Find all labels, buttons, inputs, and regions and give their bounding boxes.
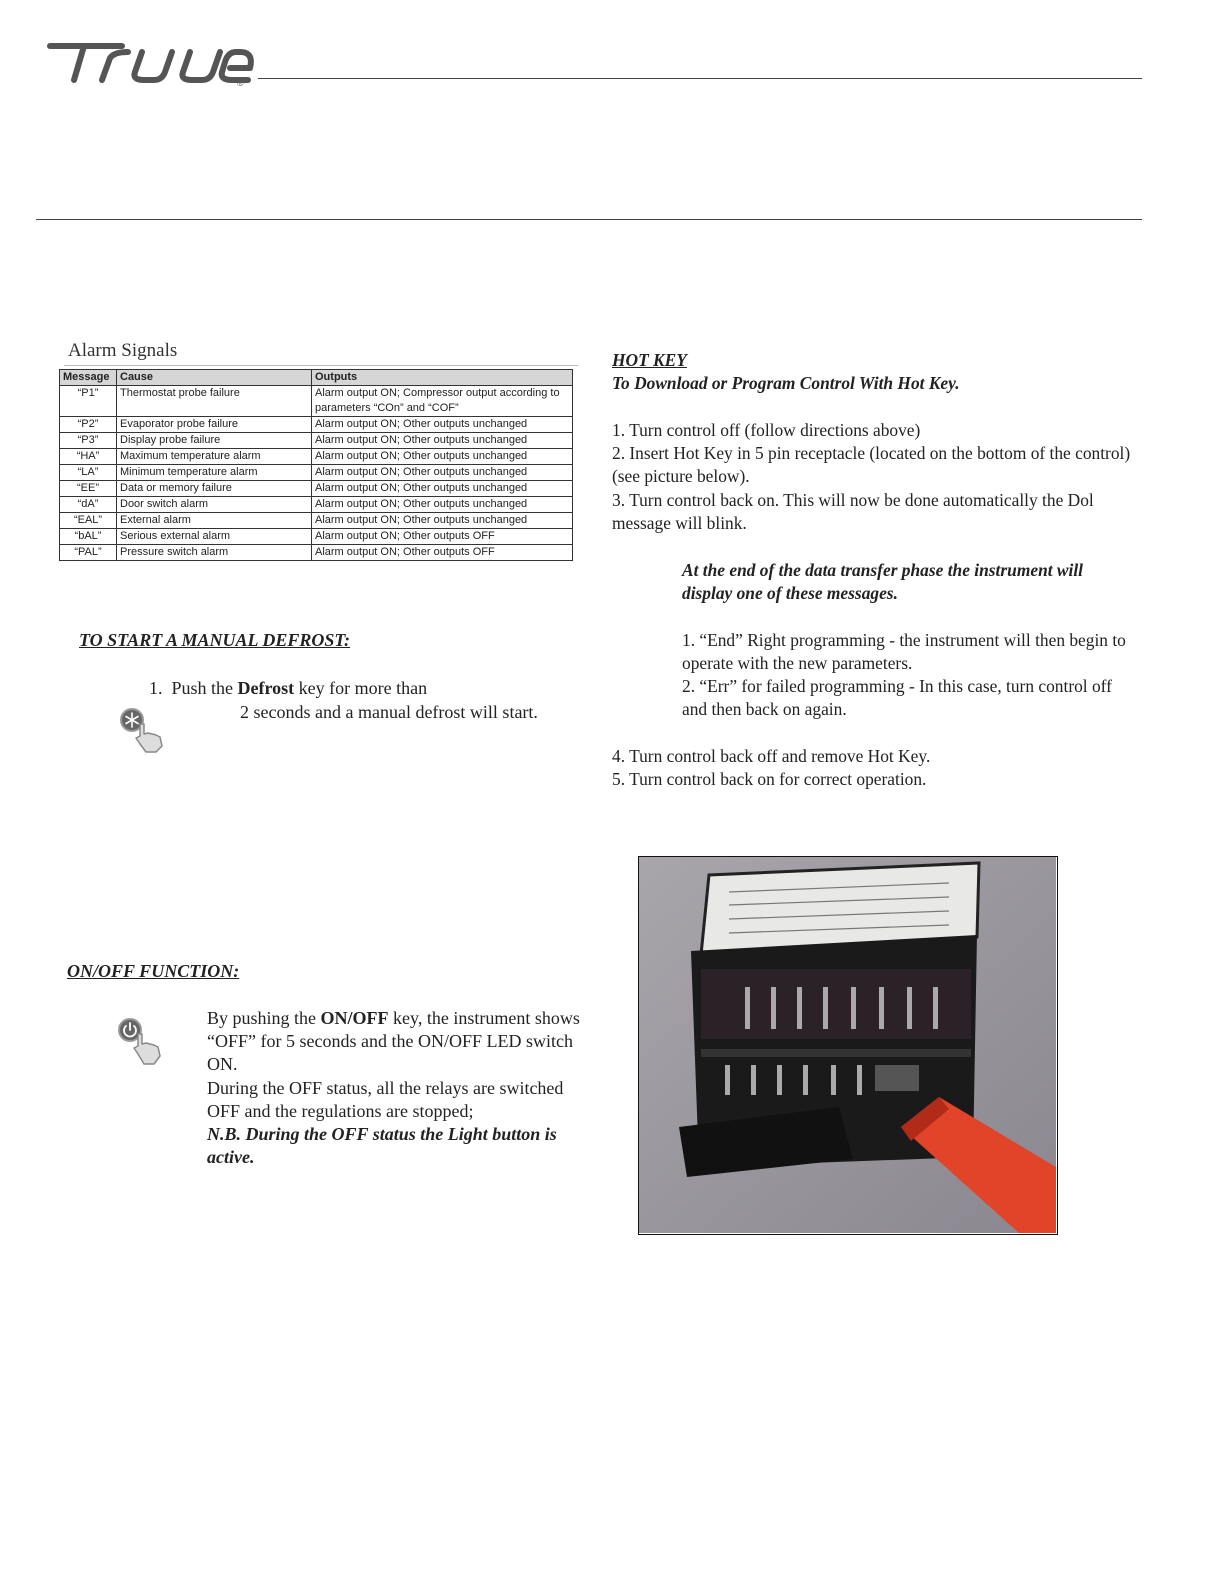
table-row [60,449,573,465]
hotkey-step: 3. Turn control back on. This will now be done automatically the Dol message will blink. [612,489,1094,534]
cell-cause: Data or memory failure [117,481,312,497]
hotkey-step: 2. Insert Hot Key in 5 pin receptacle (located on the bottom of the control) (see picture below). [612,443,1131,487]
cell-cause: Door switch alarm [117,497,312,513]
defrost-key-press-icon [116,706,168,754]
cell-outputs: Alarm output ON; Other outputs unchanged [312,433,573,449]
header-divider [258,78,1142,79]
cell-outputs: Alarm output ON; Other outputs unchanged [312,449,573,465]
cell-message: “PAL” [60,545,117,561]
cell-message: “P3” [60,433,117,449]
onoff-heading: ON/OFF FUNCTION: [67,961,240,981]
column-header-cause: Cause [117,370,312,386]
cell-cause: Minimum temperature alarm [117,465,312,481]
hotkey-step: 1. Turn control off (follow directions above) [612,419,921,440]
cell-outputs: Alarm output ON; Other outputs OFF [312,545,573,561]
alarm-signals-title: Alarm Signals [68,340,178,361]
cell-message: “P2” [60,417,117,433]
cell-outputs: Alarm output ON; Other outputs unchanged [312,513,573,529]
onoff-description [207,1007,587,1169]
cell-outputs: Alarm output ON; Other outputs OFF [312,529,573,545]
defrost-key-name: Defrost [237,678,295,698]
hotkey-final-step: 5. Turn control back on for correct operation. [612,769,927,790]
defrost-heading: TO START A MANUAL DEFROST: [79,630,351,650]
cell-cause: External alarm [117,513,312,529]
table-row [60,529,573,545]
cell-message: “HA” [60,449,117,465]
hotkey-final-step: 4. Turn control back off and remove Hot Key. [612,746,931,767]
onoff-text-suffix: key, the instrument shows “OFF” for 5 seconds and the ON/OFF LED switch ON. [207,1008,580,1075]
section-divider [36,219,1142,220]
cell-outputs: Alarm output ON; Compressor output according to parameters “COn” and “COF” [312,386,573,417]
cell-message: “EAL” [60,513,117,529]
hotkey-section [612,349,1132,792]
hotkey-message: 1. “End” Right programming - the instrument will then begin to operate with the new parameters. [682,629,1126,673]
onoff-key-name: ON/OFF [320,1008,389,1028]
hotkey-message: 2. “Err” for failed programming - In this case, turn control off and then back on again. [682,676,1112,720]
hotkey-heading: HOT KEY [612,350,687,370]
cell-outputs: Alarm output ON; Other outputs unchanged [312,417,573,433]
hot-key-controller-photo [638,856,1058,1235]
cell-cause: Serious external alarm [117,529,312,545]
alarm-signals-table [59,369,573,561]
table-row [60,433,573,449]
power-key-press-icon [114,1016,166,1066]
cell-cause: Evaporator probe failure [117,417,312,433]
table-row [60,497,573,513]
defrost-step-1-line-2: 2 seconds and a manual defrost will start. [240,702,538,722]
table-row [60,465,573,481]
defrost-step-suffix: key for more than [294,678,428,698]
cell-message: “dA” [60,497,117,513]
onoff-text-prefix: By pushing the [207,1008,321,1028]
table-row [60,386,573,417]
column-header-message: Message [60,370,117,386]
table-row [60,545,573,561]
onoff-note: N.B. During the OFF status the Light button is active. [207,1124,557,1168]
table-row [60,481,573,497]
cell-cause: Display probe failure [117,433,312,449]
registered-mark: ® [237,78,244,88]
column-header-outputs: Outputs [312,370,573,386]
defrost-step-1 [149,678,427,699]
cell-cause: Maximum temperature alarm [117,449,312,465]
table-header-row [60,370,573,386]
cell-message: “EE” [60,481,117,497]
hotkey-subheading: To Download or Program Control With Hot Key. [612,373,960,394]
cell-outputs: Alarm output ON; Other outputs unchanged [312,465,573,481]
true-logo [44,34,254,88]
defrost-step-prefix: 1. Push the [149,678,238,698]
table-row [60,513,573,529]
cell-cause: Thermostat probe failure [117,386,312,417]
cell-cause: Pressure switch alarm [117,545,312,561]
table-row [60,417,573,433]
cell-outputs: Alarm output ON; Other outputs unchanged [312,497,573,513]
onoff-text-line-2: During the OFF status, all the relays are switched OFF and the regulations are stopped; [207,1077,564,1121]
alarm-title-underline [64,365,578,366]
controller-illustration [639,857,1056,1233]
cell-message: “bAL” [60,529,117,545]
cell-message: “LA” [60,465,117,481]
hotkey-end-note: At the end of the data transfer phase the instrument will display one of these messages. [682,559,1084,603]
cell-outputs: Alarm output ON; Other outputs unchanged [312,481,573,497]
cell-message: “P1” [60,386,117,417]
